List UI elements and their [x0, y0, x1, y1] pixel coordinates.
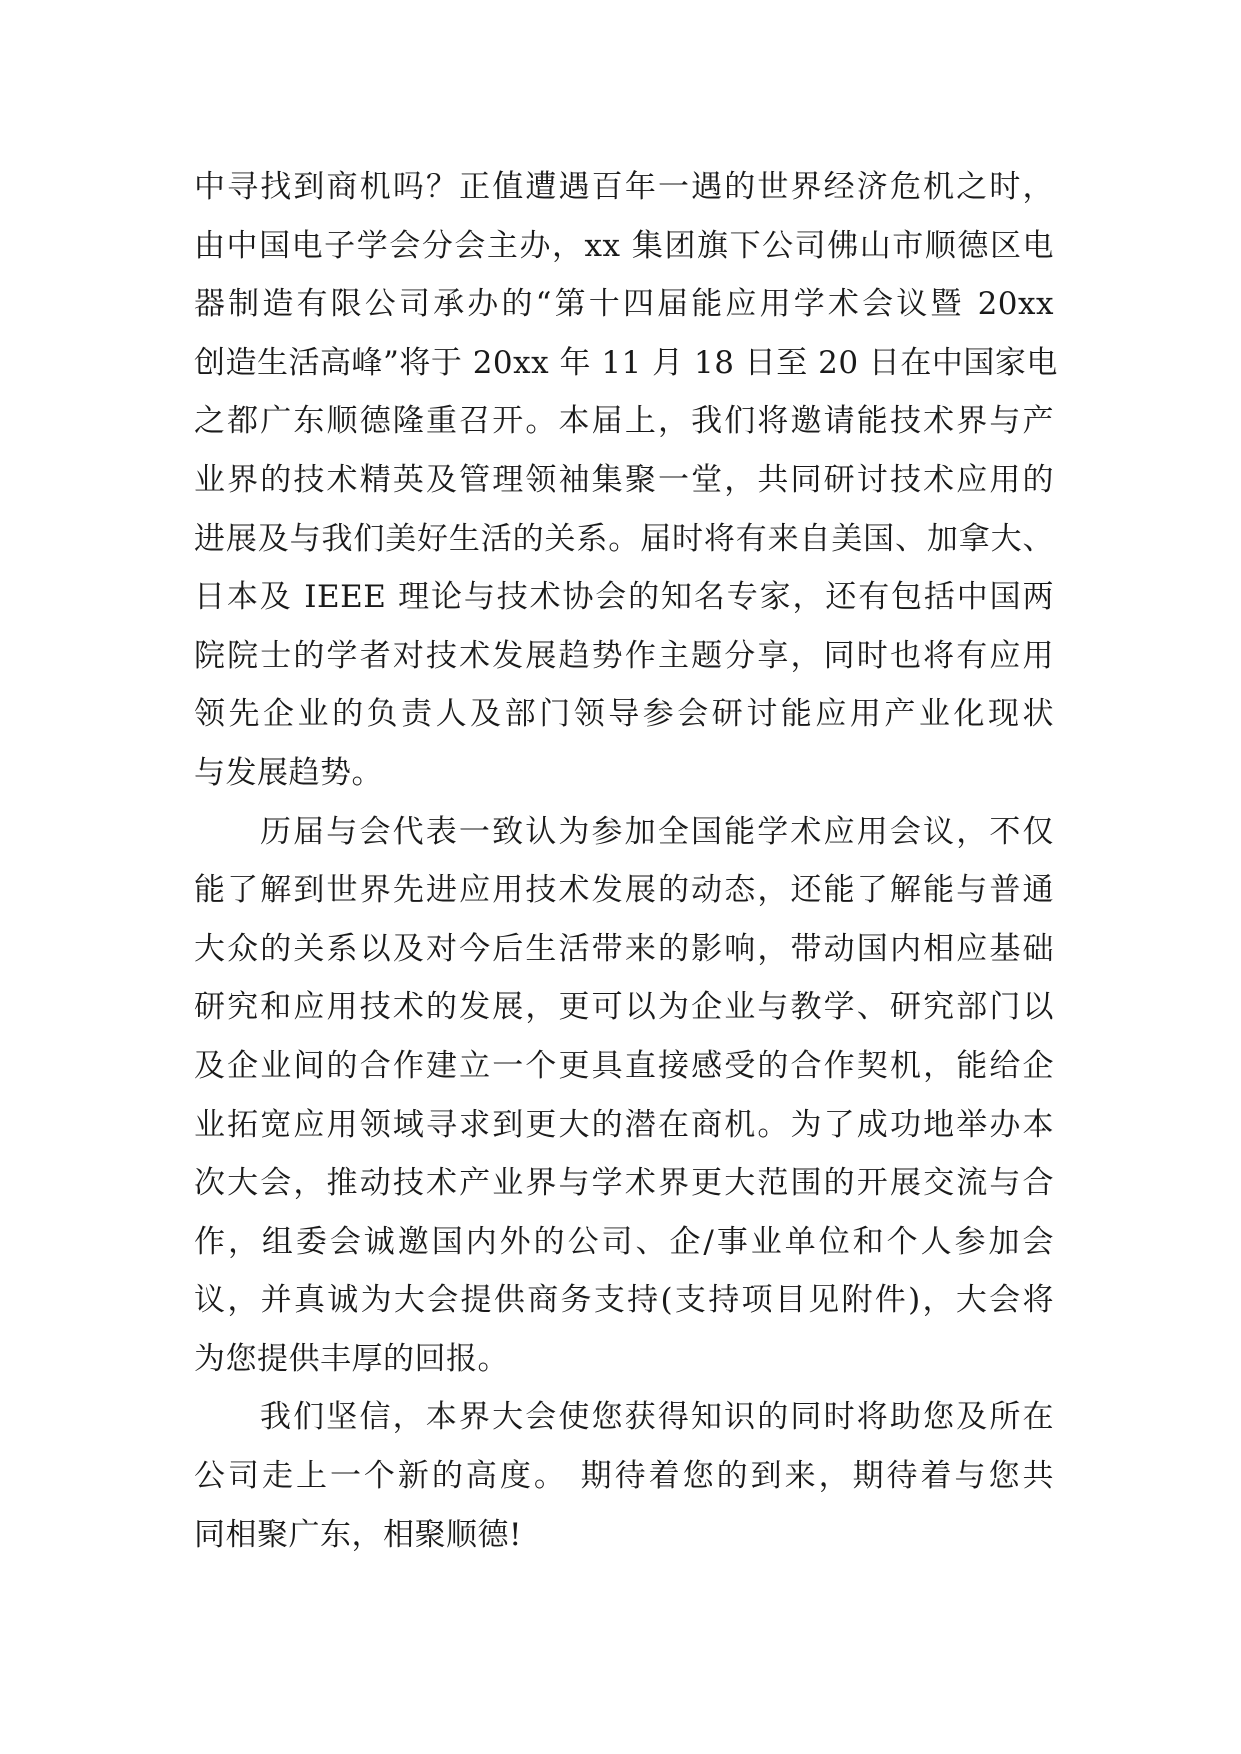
paragraph-3: [194, 1388, 1054, 1564]
paragraph-1: [194, 158, 1058, 803]
text-line: 进展及与我们美好生活的关系。届时将有来自美国、加拿大、: [194, 520, 1054, 557]
text-line: 能了解到世界先进应用技术发展的动态，还能了解能与普通: [194, 872, 1054, 909]
text-line: 由中国电子学会分会主办，xx 集团旗下公司佛山市顺德区电: [194, 227, 1054, 264]
text-line: 大众的关系以及对今后生活带来的影响，带动国内相应基础: [194, 930, 1054, 967]
text-line: 院院士的学者对技术发展趋势作主题分享，同时也将有应用: [194, 637, 1054, 674]
text-line: 为您提供丰厚的回报。: [194, 1340, 509, 1377]
text-line: 及企业间的合作建立一个更具直接感受的合作契机，能给企: [194, 1047, 1054, 1084]
text-line: 议，并真诚为大会提供商务支持(支持项目见附件)，大会将: [194, 1282, 1054, 1319]
text-line: 公司走上一个新的高度。 期待着您的到来，期待着与您共: [194, 1458, 1054, 1495]
text-line: 之都广东顺德隆重召开。本届上，我们将邀请能技术界与产: [194, 403, 1054, 440]
text-line: 业界的技术精英及管理领袖集聚一堂，共同研讨技术应用的: [194, 461, 1054, 498]
text-line: 与发展趋势。: [194, 754, 383, 791]
text-line: 研究和应用技术的发展，更可以为企业与教学、研究部门以: [194, 989, 1054, 1026]
text-line: 我们坚信，本界大会使您获得知识的同时将助您及所在: [260, 1399, 1054, 1436]
paragraph-2: [194, 803, 1054, 1389]
text-line: 中寻找到商机吗？正值遭遇百年一遇的世界经济危机之时，: [194, 169, 1054, 205]
text-line: 业拓宽应用领域寻求到更大的潜在商机。为了成功地举办本: [194, 1106, 1054, 1143]
document-body: [194, 158, 1058, 1564]
text-line: 器制造有限公司承办的“第十四届能应用学术会议暨 20xx: [194, 286, 1054, 323]
text-line: 历届与会代表一致认为参加全国能学术应用会议，不仅: [260, 813, 1054, 850]
text-line: 同相聚广东，相聚顺德!: [194, 1516, 522, 1553]
text-line: 日本及 IEEE 理论与技术协会的知名专家，还有包括中国两: [194, 579, 1054, 616]
text-line: 次大会，推动技术产业界与学术界更大范围的开展交流与合: [194, 1165, 1054, 1202]
text-line: 创造生活高峰”将于 20xx 年 11 月 18 日至 20 日在中国家电: [194, 344, 1058, 381]
text-line: 作，组委会诚邀国内外的公司、企/事业单位和个人参加会: [194, 1223, 1054, 1260]
text-line: 领先企业的负责人及部门领导参会研讨能应用产业化现状: [194, 696, 1054, 733]
